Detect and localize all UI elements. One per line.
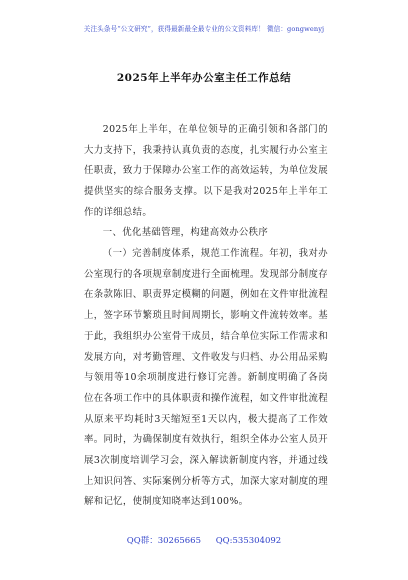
section1-paragraph: [84, 244, 328, 513]
footer-qq-group: QQ群：30265665: [126, 536, 201, 546]
top-promo-banner: 关注头条号“公文研究”，获得最新最全最专业的公文资料库！ 微信：gongwenyj: [83, 25, 325, 33]
document-title: 2025年上半年办公室主任工作总结: [116, 72, 292, 84]
footer-qq-number: QQ:535304092: [215, 536, 282, 546]
intro-paragraph: [84, 120, 328, 224]
section1-paragraph-text: （一）完善制度体系，规范工作流程。年初，我对办公室现行的各项规章制度进行全面梳理。发现部分制度存在条款陈旧、职责界定模糊的问题，例如在文件审批流程上，签字环节繁琐且时间周期长，影响文件流转效率。基于此，我组织办公室骨干成员，结合单位实际工作需求和发展方向，对考勤管理、文件收发与归档、办公用品采购与领用等10余项制度进行修订完善。新制度明确了各岗位在各项工作中的具体职责和操作流程，如文件审批流程从原来平均耗时3天缩短至1天以内，极大提高了工作效率。同时，为确保制度有效执行，组织全体办公室人员开展3次制度培训学习会，深入解读新制度内容，并通过线上知识问答、实际案例分析等方式，加深大家对制度的理解和记忆，使制度知晓率达到100%。: [84, 248, 328, 508]
section-heading-1: [84, 223, 328, 244]
footer-contact: [0, 534, 408, 546]
section-heading-text: 一、优化基础管理，构建高效办公秩序: [102, 227, 269, 238]
intro-text: 2025年上半年，在单位领导的正确引领和各部门的大力支持下，我秉持认真负责的态度，扎实履行办公室主任职责，致力于保障办公室工作的高效运转，为单位发展提供坚实的综合服务支撑。以下是我对2025年上半年工作的详细总结。: [84, 124, 328, 218]
